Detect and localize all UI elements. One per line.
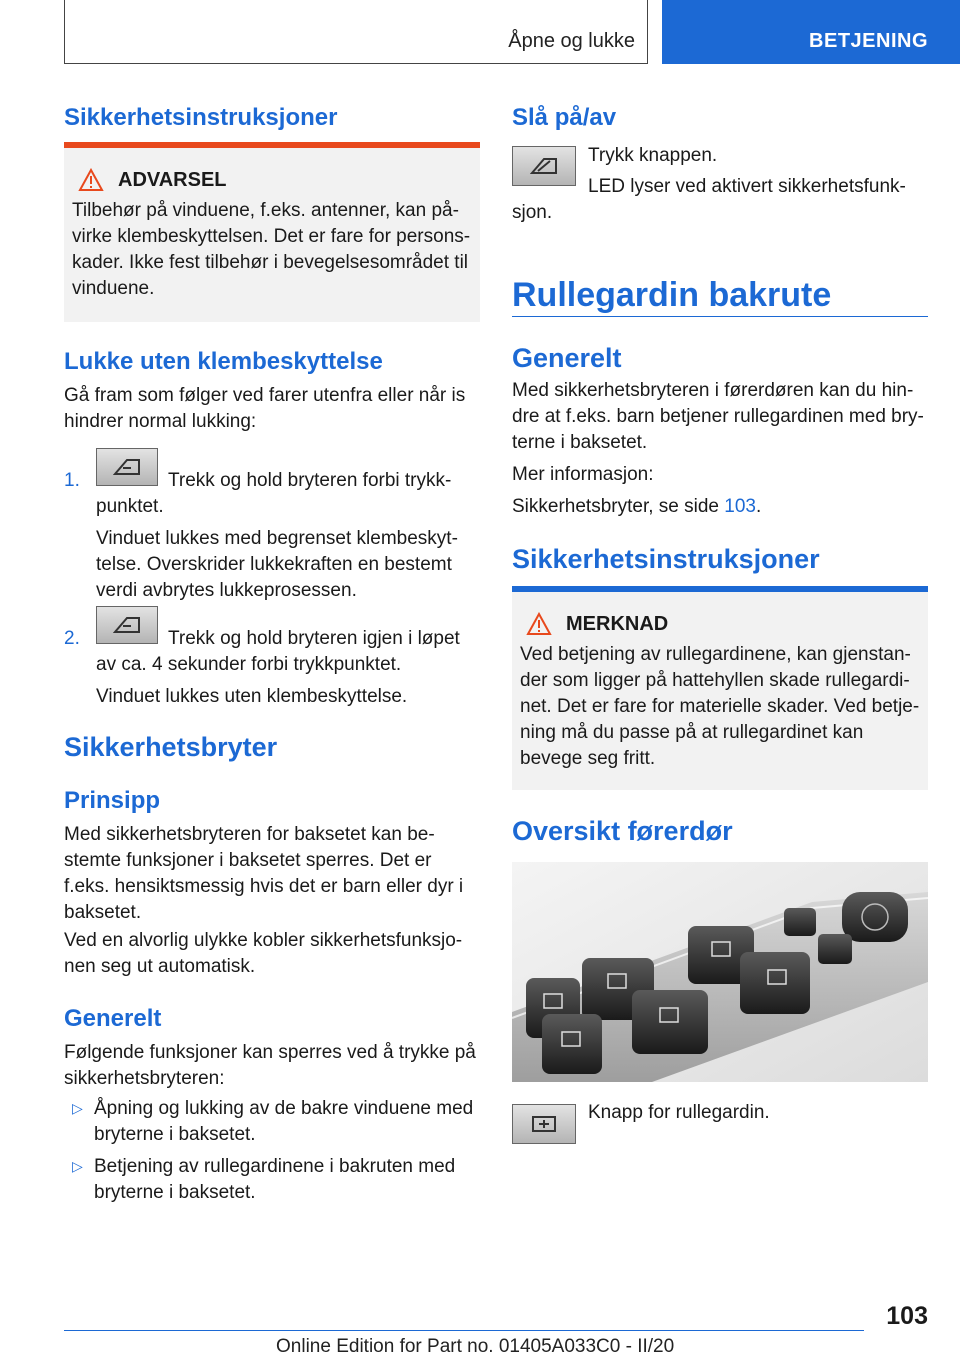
step-number: 2. [64,628,80,649]
step-text-cont: av ca. 4 sekunder forbi trykkpunktet. [96,654,402,675]
warning-triangle-icon [78,168,104,192]
chapter-title: Åpne og lukke [508,30,635,52]
cross-reference [512,494,761,520]
step-number: 1. [64,470,80,491]
section-title: BETJENING [809,30,928,52]
list-item [64,1096,480,1148]
step-text: Trekk og hold bryteren forbi trykk- [168,470,452,491]
cross-reference-text: Sikkerhetsbryter, se side [512,496,725,517]
safety-heading-right: Sikkerhetsinstruksjoner [512,544,820,574]
door-switch-panel-photo [512,862,928,1082]
step-result: Vinduet lukkes med begrenset klembeskyt-telse. Overskrider lukkekraften en bestemt verdi avbrytes lukkeprosessen. [96,528,458,601]
onoff-led-text: LED lyser ved aktivert sikkerhetsfunk- [588,176,906,197]
onoff-led-text-cont: sjon. [512,202,553,223]
page-number: 103 [886,1302,928,1330]
onoff-instruction: Trykk knappen. [588,145,718,166]
safety-switch-heading: Sikkerhetsbryter [64,732,278,762]
notice-text: Ved betjening av rullegardinene, kan gjenstan-der som ligger på hattehyllen skade rullegardi-net. Det er fare for materielle skader. Ved betje-ning må du passe på at rullegardinet kan bevege seg fritt. [520,644,920,769]
more-info-label: Mer informasjon: [512,464,654,485]
onoff-heading: Slå på/av [512,104,617,131]
warning-box [64,142,480,322]
notice-label: MERKNAD [566,612,669,635]
principle-text-2: Ved en alvorlig ulykke kobler sikkerhetsfunksjo-nen seg ut automatisk. [64,930,463,977]
footer-rule [64,1330,864,1331]
list-item-text: Betjening av rullegardinene i bakruten med bryterne i baksetet. [94,1156,456,1203]
safety-heading: Sikkerhetsinstruksjoner [64,104,338,131]
heading-rule [512,316,928,317]
bullet-triangle-icon: ▷ [72,1158,83,1174]
list-item [64,1154,480,1206]
close-intro: Gå fram som følger ved farer utenfra eller når is hindrer normal lukking: [64,385,466,432]
general-heading: Generelt [64,1005,162,1032]
close-heading: Lukke uten klembeskyttelse [64,348,383,375]
rear-blind-button-icon [512,1104,576,1144]
cross-reference-end: . [755,496,762,517]
warning-title [72,168,472,192]
principle-heading: Prinsipp [64,787,161,814]
page-link[interactable]: 103 [724,496,756,517]
list-item-text: Åpning og lukking av de bakre vinduene med bryterne i baksetet. [94,1098,474,1145]
warning-triangle-icon [526,612,552,636]
header-chapter-box [64,0,648,64]
notice-title [520,612,920,636]
safety-lock-switch-icon [512,146,576,186]
principle-text: Med sikkerhetsbryteren for baksetet kan be-stemte funksjoner i baksetet sperres. Det er f.eks. hensiktsmessig hvis det er barn eller dyr i baksetet. [64,824,464,923]
general-intro: Følgende funksjoner kan sperres ved å trykke på sikkerhetsbryteren: [64,1042,476,1089]
blind-button-label: Knapp for rullegardin. [588,1102,770,1123]
warning-text: Tilbehør på vinduene, f.eks. antenner, kan på-virke klembeskyttelsen. Det er fare for persons-kader. Ikke fest tilbehør i bevegelsesområdet til vinduene. [72,200,471,299]
notice-box [512,586,928,790]
general-text-right: Med sikkerhetsbryteren i førerdøren kan du hin-dre at f.eks. barn betjener rullegardinen med bry-terne i baksetet. [512,380,924,453]
header-section-box [662,0,960,64]
warning-label: ADVARSEL [118,168,227,191]
step-result: Vinduet lukkes uten klembeskyttelse. [96,686,408,707]
step-text: Trekk og hold bryteren igjen i løpet [168,628,460,649]
bullet-triangle-icon: ▷ [72,1100,83,1116]
blind-heading: Rullegardin bakrute [512,276,832,314]
window-switch-icon [96,606,158,644]
general-heading-right: Generelt [512,343,622,373]
step-text-cont: punktet. [96,496,164,517]
footer-edition: Online Edition for Part no. 01405A033C0 - II/20 [276,1336,675,1357]
window-switch-icon [96,448,158,486]
overview-heading: Oversikt førerdør [512,816,733,846]
